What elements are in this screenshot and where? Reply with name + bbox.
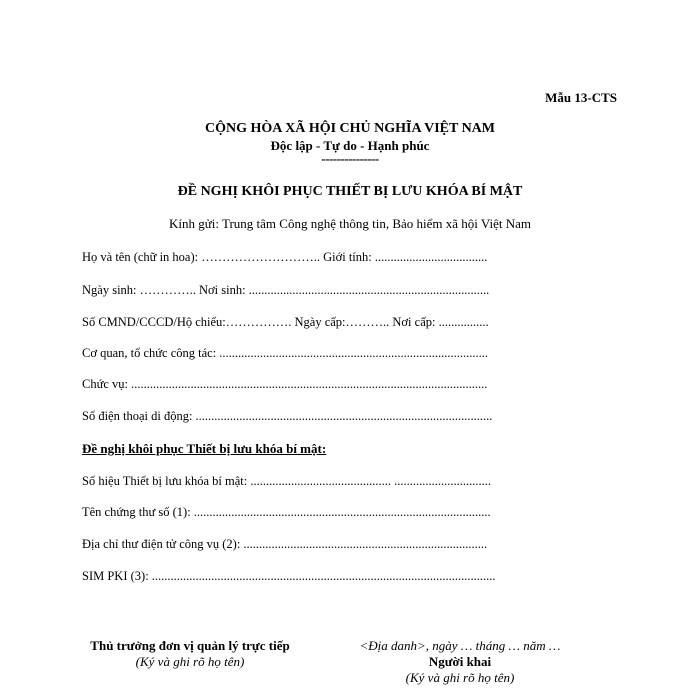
nation-header: CỘNG HÒA XÃ HỘI CHỦ NGHĨA VIỆT NAM: [204, 121, 495, 136]
field-agency: Cơ quan, tổ chức công tác: ......................................................................................: [82, 346, 489, 360]
header-separator: ---------------: [321, 151, 379, 166]
section-title: Đề nghị khôi phục Thiết bị lưu khóa bí mật:: [82, 441, 327, 456]
signature-right-note: (Ký và ghi rõ họ tên): [405, 670, 515, 685]
field-birth: Ngày sinh: ………….. Nơi sinh: .............................................................................: [82, 283, 490, 297]
recipient-line: Kính gửi: Trung tâm Công nghệ thông tin, Bảo hiểm xã hội Việt Nam: [168, 216, 532, 231]
signature-left-note: (Ký và ghi rõ họ tên): [135, 654, 245, 669]
form-code: Mẫu 13-CTS: [545, 90, 617, 105]
field-email: Địa chỉ thư điện tử công vụ (2): ..............................................................................: [82, 537, 488, 551]
field-device-serial: Số hiệu Thiết bị lưu khóa bí mật: ............................................. ...............................: [82, 474, 491, 488]
signature-date-line: <Địa danh>, ngày … tháng … năm …: [359, 638, 561, 653]
field-sim-pki: SIM PKI (3): ..............................................................................................................: [82, 569, 496, 583]
signature-right-title: Người khai: [428, 654, 492, 669]
document-title: ĐỀ NGHỊ KHÔI PHỤC THIẾT BỊ LƯU KHÓA BÍ MẬT: [177, 184, 523, 199]
national-motto: Độc lập - Tự do - Hạnh phúc: [270, 138, 430, 153]
field-full-name: Họ và tên (chữ in hoa): ……………………….. Giới tính: ....................................: [82, 250, 488, 264]
field-position: Chức vụ: ..................................................................................................................: [82, 377, 488, 391]
signature-left-title: Thủ trưởng đơn vị quản lý trực tiếp: [90, 638, 290, 653]
field-certificate-name: Tên chứng thư số (1): ...............................................................................................: [82, 505, 491, 519]
field-id-document: Số CMND/CCCD/Hộ chiếu:……………. Ngày cấp:……….. Nơi cấp: ................: [82, 315, 489, 329]
field-phone: Số điện thoại di động: ...............................................................................................: [82, 409, 493, 423]
